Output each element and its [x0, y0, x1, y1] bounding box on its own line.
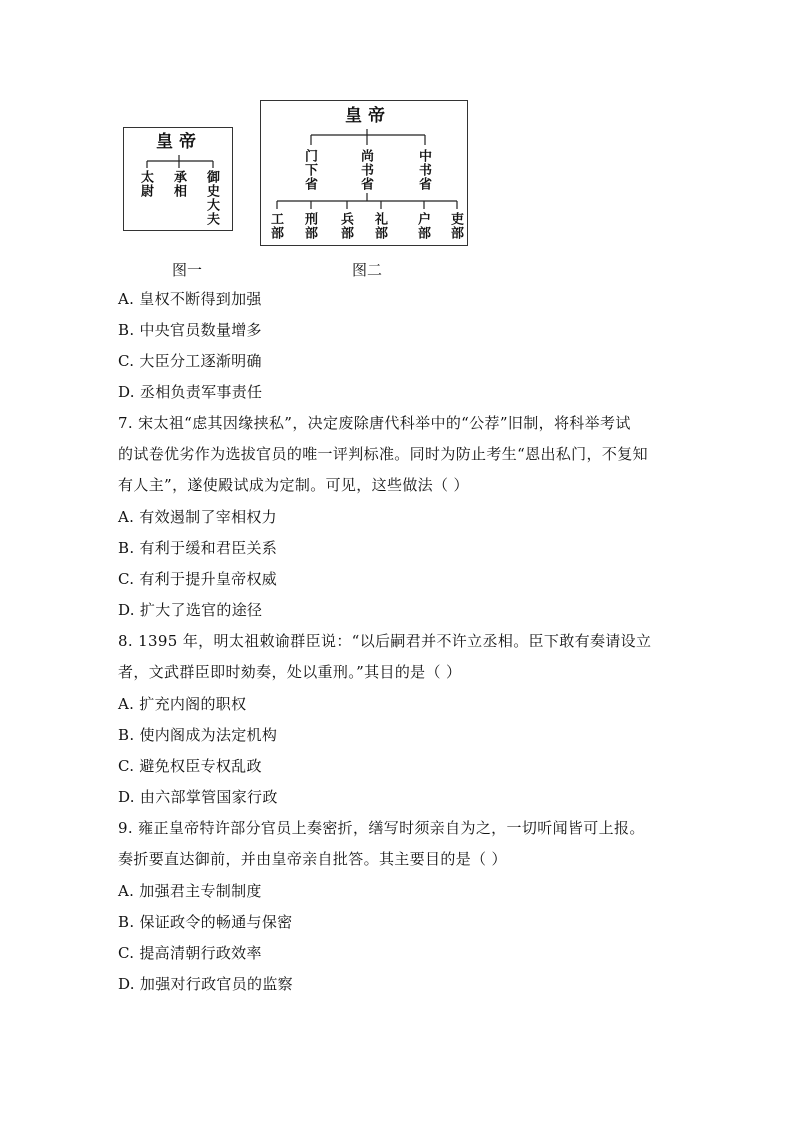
fig2-libu-personnel: 吏部: [448, 212, 463, 240]
fig2-zhongshu-sheng: 中书省: [416, 149, 431, 191]
q7-stem-line-2: 的试卷优劣作为选拔官员的唯一评判标准。同时为防止考生“恩出私门，不复知: [118, 445, 648, 463]
q9-stem-line-1: 9. 雍正皇帝特许部分官员上奏密折，缮写时须亲自为之，一切听闻皆可上报。: [118, 819, 645, 837]
q8-option-a: A. 扩充内阁的职权: [118, 695, 247, 713]
q6-option-a: A. 皇权不断得到加强: [118, 290, 262, 308]
q8-stem-line-1: 8. 1395 年，明太祖敕谕群臣说：“以后嗣君并不许立丞相。臣下敢有奏请设立: [118, 632, 652, 650]
q8-option-c: C. 避免权臣专权乱政: [118, 757, 262, 775]
figure-one-org-chart: [123, 127, 233, 231]
q9-option-c: C. 提高清朝行政效率: [118, 944, 262, 962]
fig2-shangshu-sheng: 尚书省: [358, 149, 373, 191]
figure-two-org-chart: [260, 100, 468, 246]
fig1-yushidafu: 御史大夫: [204, 170, 219, 226]
figure-two-caption: 图二: [352, 261, 383, 279]
q7-option-c: C. 有利于提升皇帝权威: [118, 570, 278, 588]
fig2-menxia-sheng: 门下省: [302, 149, 317, 191]
q6-option-d: D. 丞相负责军事责任: [118, 383, 263, 401]
q8-option-b: B. 使内阁成为法定机构: [118, 726, 278, 744]
q6-option-c: C. 大臣分工逐渐明确: [118, 352, 262, 370]
q9-option-d: D. 加强对行政官员的监察: [118, 975, 293, 993]
q8-stem-line-2: 者，文武群臣即时劾奏，处以重刑。”其目的是（ ）: [118, 663, 462, 681]
fig1-chengxiang: 承相: [171, 170, 186, 198]
fig2-gongbu: 工部: [268, 212, 283, 240]
q8-option-d: D. 由六部掌管国家行政: [118, 788, 278, 806]
figure-one-caption: 图一: [172, 261, 203, 279]
q7-option-a: A. 有效遏制了宰相权力: [118, 508, 277, 526]
q9-option-a: A. 加强君主专制制度: [118, 882, 262, 900]
fig2-xingbu: 刑部: [302, 212, 317, 240]
q7-option-b: B. 有利于缓和君臣关系: [118, 539, 278, 557]
q9-option-b: B. 保证政令的畅通与保密: [118, 913, 293, 931]
q7-stem-line-1: 7. 宋太祖“虑其因缘挟私”，决定废除唐代科举中的“公荐”旧制，将科举考试: [118, 414, 631, 432]
q7-stem-line-3: 有人主”，遂使殿试成为定制。可见，这些做法（ ）: [118, 476, 469, 494]
q6-option-b: B. 中央官员数量增多: [118, 321, 262, 339]
q7-option-d: D. 扩大了选官的途径: [118, 601, 263, 619]
fig2-emperor: 皇帝: [345, 106, 391, 126]
fig2-hubu: 户部: [415, 212, 430, 240]
fig2-bingbu: 兵部: [338, 212, 353, 240]
fig2-libu-rites: 礼部: [372, 212, 387, 240]
fig1-taiwei: 太尉: [138, 170, 153, 198]
fig1-emperor: 皇帝: [156, 132, 202, 152]
q9-stem-line-2: 奏折要直达御前，并由皇帝亲自批答。其主要目的是（ ）: [118, 850, 507, 868]
